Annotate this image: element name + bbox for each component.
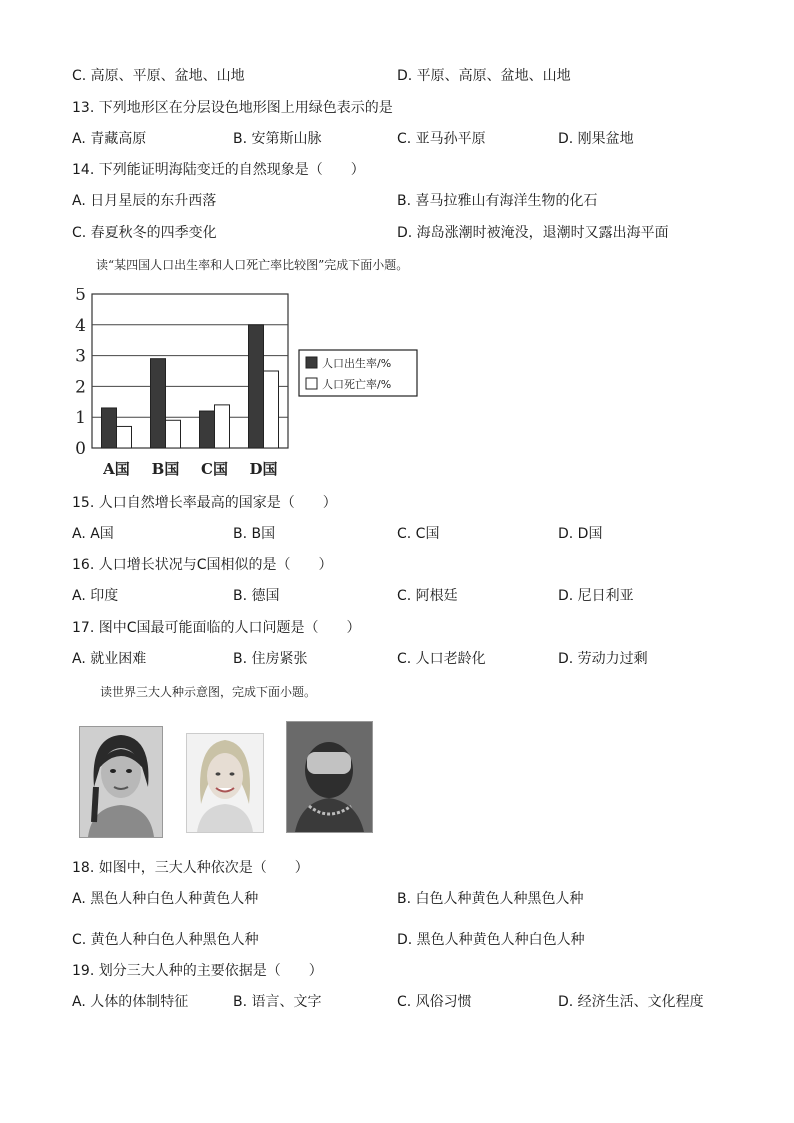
q13-stem: 13. 下列地形区在分层设色地形图上用绿色表示的是 <box>72 100 393 116</box>
q17-option-a: A. 就业困难 <box>72 651 147 667</box>
birth-death-rate-chart <box>66 288 426 482</box>
q17-option-c: C. 人口老龄化 <box>397 651 486 667</box>
y-tick-label: 2 <box>75 377 86 398</box>
q17-option-b: B. 住房紧张 <box>233 651 308 667</box>
q15-option-d: D. D国 <box>558 526 603 542</box>
q18-stem: 18. 如图中，三大人种依次是（ ） <box>72 860 309 876</box>
bar-birth-2 <box>200 411 215 448</box>
chart-x-ticks <box>102 460 277 478</box>
q18-option-d: D. 黑色人种黄色人种白色人种 <box>397 932 585 948</box>
q12-option-d: D. 平原、高原、盆地、山地 <box>397 68 571 84</box>
q15-stem: 15. 人口自然增长率最高的国家是（ ） <box>72 495 337 511</box>
q16-option-d: D. 尼日利亚 <box>558 588 634 604</box>
chart-legend <box>299 350 417 396</box>
bar-death-0 <box>117 426 132 448</box>
bar-birth-0 <box>102 408 117 448</box>
q14-option-d: D. 海岛涨潮时被淹没，退潮时又露出海平面 <box>397 225 669 241</box>
q13-option-c: C. 亚马孙平原 <box>397 131 486 147</box>
q14-option-b: B. 喜马拉雅山有海洋生物的化石 <box>397 193 598 209</box>
q16-option-c: C. 阿根廷 <box>397 588 458 604</box>
q16-option-b: B. 德国 <box>233 588 280 604</box>
photo-white-person <box>186 733 264 833</box>
bar-birth-1 <box>151 359 166 448</box>
q13-option-d: D. 刚果盆地 <box>558 131 634 147</box>
photo-black-person <box>286 721 373 833</box>
q17-option-d: D. 劳动力过剩 <box>558 651 648 667</box>
q16-option-a: A. 印度 <box>72 588 119 604</box>
x-tick-label: A国 <box>103 460 130 478</box>
q18-option-c: C. 黄色人种白色人种黑色人种 <box>72 932 259 948</box>
chart-y-ticks <box>75 288 86 459</box>
q18-option-a: A. 黑色人种白色人种黄色人种 <box>72 891 259 907</box>
asian-person-image <box>80 727 162 837</box>
q19-option-c: C. 风俗习惯 <box>397 994 472 1010</box>
legend-label-death: 人口死亡率/% <box>322 378 392 391</box>
y-tick-label: 1 <box>75 408 86 429</box>
q12-option-c: C. 高原、平原、盆地、山地 <box>72 68 245 84</box>
q13-option-b: B. 安第斯山脉 <box>233 131 322 147</box>
legend-swatch-death <box>306 378 317 389</box>
q13-option-a: A. 青藏高原 <box>72 131 147 147</box>
legend-label-birth: 人口出生率/% <box>322 357 392 370</box>
q19-option-b: B. 语言、文字 <box>233 994 322 1010</box>
q14-option-c: C. 春夏秋冬的四季变化 <box>72 225 217 241</box>
q14-option-a: A. 日月星辰的东升西落 <box>72 193 217 209</box>
bar-death-3 <box>264 371 279 448</box>
q19-option-d: D. 经济生活、文化程度 <box>558 994 704 1010</box>
legend-swatch-birth <box>306 357 317 368</box>
y-tick-label: 5 <box>75 288 86 305</box>
chart-intro: 读“某四国人口出生率和人口死亡率比较图”完成下面小题。 <box>96 258 409 272</box>
q16-stem: 16. 人口增长状况与C国相似的是（ ） <box>72 557 333 573</box>
q14-stem: 14. 下列能证明海陆变迁的自然现象是（ ） <box>72 162 365 178</box>
q15-option-b: B. B国 <box>233 526 276 542</box>
q19-option-a: A. 人体的体制特征 <box>72 994 189 1010</box>
black-person-image <box>287 722 372 832</box>
y-tick-label: 4 <box>75 315 86 336</box>
bar-death-2 <box>215 405 230 448</box>
y-tick-label: 3 <box>75 346 86 367</box>
photo-asian-person <box>79 726 163 838</box>
white-person-image <box>187 734 263 832</box>
q18-option-b: B. 白色人种黄色人种黑色人种 <box>397 891 584 907</box>
q19-stem: 19. 划分三大人种的主要依据是（ ） <box>72 963 323 979</box>
x-tick-label: D国 <box>249 460 278 478</box>
y-tick-label: 0 <box>75 439 86 459</box>
bar-birth-3 <box>249 325 264 448</box>
x-tick-label: B国 <box>151 460 180 478</box>
x-tick-label: C国 <box>201 460 228 478</box>
q17-stem: 17. 图中C国最可能面临的人口问题是（ ） <box>72 620 361 636</box>
photos-intro: 读世界三大人种示意图，完成下面小题。 <box>100 685 317 699</box>
bar-death-1 <box>166 420 181 448</box>
q15-option-c: C. C国 <box>397 526 440 542</box>
q15-option-a: A. A国 <box>72 526 114 542</box>
